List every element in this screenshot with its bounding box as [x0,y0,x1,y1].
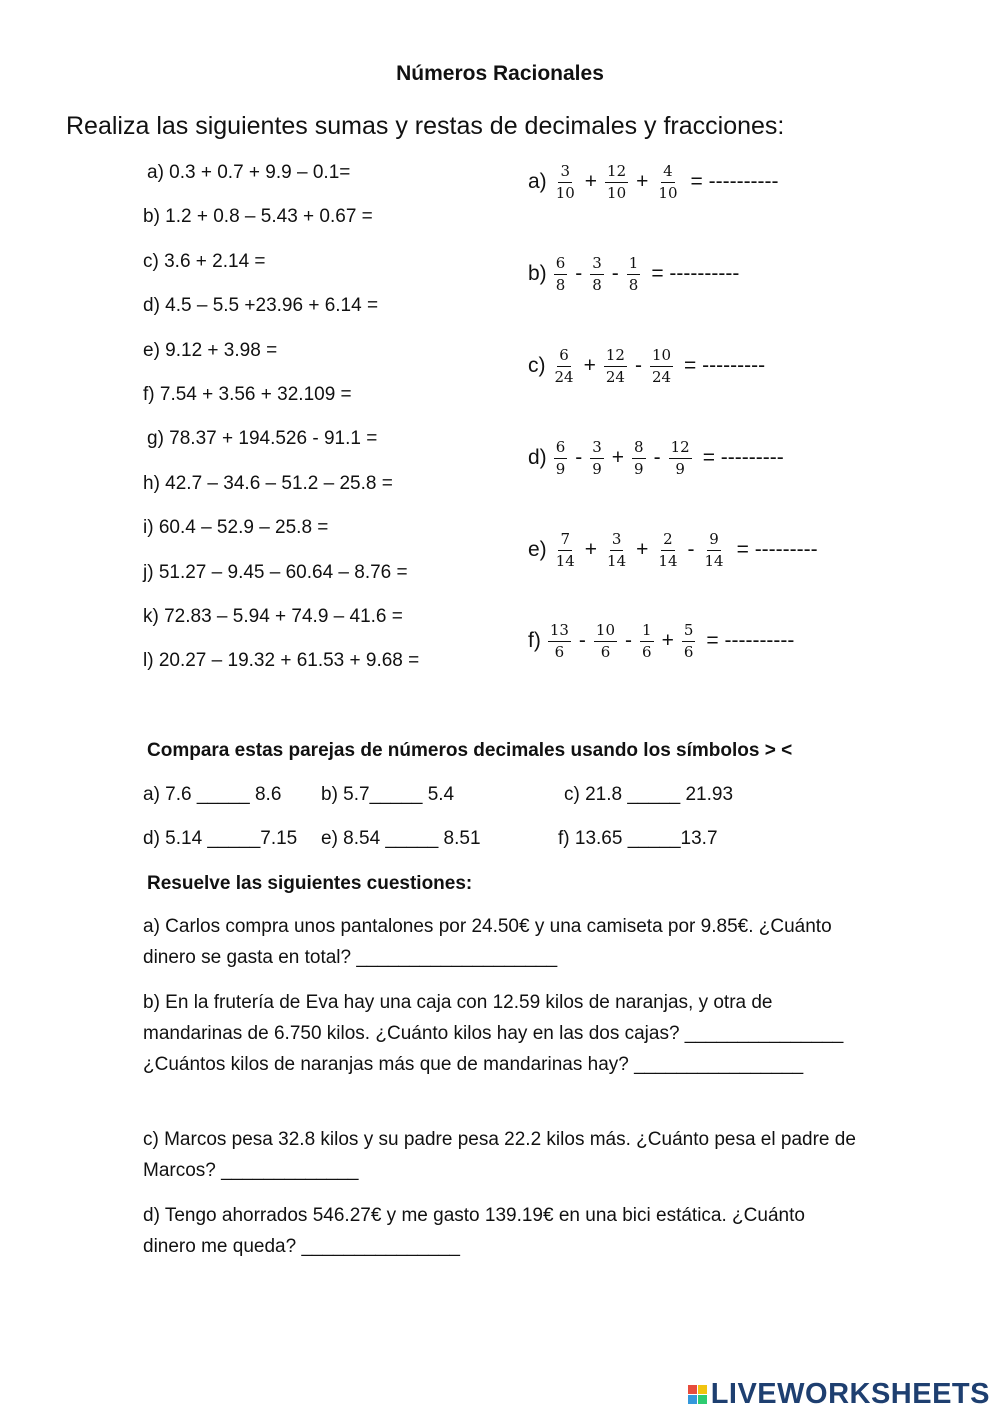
fraction [640,620,654,661]
logo-square-3 [688,1395,697,1404]
denominator: 14 [555,551,575,570]
fraction [656,529,679,570]
fraction-operator: - [653,446,661,469]
fraction-label: b) [528,262,547,285]
fraction-result-blank: = ---------- [706,629,795,652]
problem-a: a) Carlos compra unos pantalones por 24.50€ y una camiseta por 9.85€. ¿Cuánto dinero se gasta en total? ___________________ [143,916,832,968]
fraction-label: a) [528,170,547,193]
denominator: 6 [642,642,652,661]
fraction-operator: + [661,629,674,652]
fraction [703,529,726,570]
fraction [627,253,641,294]
numerator: 7 [558,532,572,551]
numerator: 6 [557,348,571,367]
denominator: 9 [634,459,644,478]
denominator: 24 [554,367,574,386]
fraction [650,345,673,386]
compare-item-e: e) 8.54 _____ 8.51 [321,828,481,849]
numerator: 5 [682,623,696,642]
decimal-exercise-c: c) 3.6 + 2.14 = [143,251,266,272]
fraction-operator: + [583,354,596,377]
fraction [590,437,604,478]
denominator: 6 [600,642,611,661]
fraction-result-blank: = ---------- [690,170,779,193]
fraction [656,161,679,202]
fraction-exercise-f [528,611,794,671]
numerator: 10 [650,348,673,367]
fraction [682,620,696,661]
fraction-exercise-b [528,244,739,304]
decimal-exercise-k: k) 72.83 – 5.94 + 74.9 – 41.6 = [143,606,403,627]
problem-c: c) Marcos pesa 32.8 kilos y su padre pesa 22.2 kilos más. ¿Cuánto pesa el padre de Marcos? _____________ [143,1129,856,1181]
numerator: 6 [554,440,568,459]
decimal-exercise-g: g) 78.37 + 194.526 - 91.1 = [147,428,378,449]
compare-heading: Compara estas parejas de números decimales usando los símbolos > < [147,740,793,761]
numerator: 3 [590,256,604,275]
decimal-exercise-h: h) 42.7 – 34.6 – 51.2 – 25.8 = [143,473,393,494]
fraction-result-blank: = --------- [702,446,784,469]
denominator: 6 [683,642,694,661]
logo-square-1 [688,1385,697,1394]
fraction [554,161,577,202]
numerator: 3 [610,532,624,551]
denominator: 14 [704,551,724,570]
fraction [594,620,617,661]
logo-square-2 [698,1385,707,1394]
fraction-label: c) [528,354,546,377]
fraction-label: e) [528,538,547,561]
compare-item-d: d) 5.14 _____7.15 [143,828,298,849]
denominator: 9 [592,459,602,478]
decimal-exercise-j: j) 51.27 – 9.45 – 60.64 – 8.76 = [143,562,408,583]
compare-item-a: a) 7.6 _____ 8.6 [143,784,282,805]
problem-b: b) En la frutería de Eva hay una caja con 12.59 kilos de naranjas, y otra de mandarinas de 6.750 kilos. ¿Cuánto kilos hay en las dos cajas? _______________ ¿Cuántos kilos de naranjas más que de mandarinas hay? ________________ [143,992,844,1075]
denominator: 10 [607,183,627,202]
denominator: 9 [675,459,685,478]
denominator: 24 [605,367,625,386]
decimal-exercise-e: e) 9.12 + 3.98 = [143,340,278,361]
fraction [554,437,568,478]
fraction-result-blank: = ---------- [651,262,740,285]
fraction [605,529,628,570]
denominator: 14 [658,551,678,570]
fraction-operator: - [687,538,695,561]
fraction [604,345,627,386]
numerator: 1 [627,256,641,275]
denominator: 8 [555,275,566,294]
fraction-operator: - [578,629,586,652]
fraction-operator: + [584,538,598,561]
fraction-exercise-c [528,336,765,396]
fraction [554,253,568,294]
fraction-result-blank: = --------- [684,354,766,377]
fraction [605,161,628,202]
compare-item-b: b) 5.7_____ 5.4 [321,784,455,805]
fraction-operator: - [625,629,633,652]
logo-square-4 [698,1395,707,1404]
problems-heading: Resuelve las siguientes cuestiones: [147,873,473,894]
numerator: 10 [594,623,617,642]
decimal-exercise-b: b) 1.2 + 0.8 – 5.43 + 0.67 = [143,206,373,227]
compare-item-f: f) 13.65 _____13.7 [558,828,718,849]
numerator: 3 [590,440,604,459]
instructions: Realiza las siguientes sumas y restas de decimales y fracciones: [66,112,785,140]
denominator: 10 [658,183,678,202]
fraction [590,253,604,294]
numerator: 8 [632,440,646,459]
numerator: 1 [640,623,654,642]
fraction [554,529,577,570]
denominator: 9 [555,459,566,478]
fraction-operator: + [636,170,649,193]
denominator: 14 [607,551,627,570]
numerator: 2 [661,532,675,551]
liveworksheets-logo [688,1378,990,1411]
numerator: 6 [554,256,568,275]
compare-item-c: c) 21.8 _____ 21.93 [564,784,734,805]
numerator: 4 [661,164,675,183]
liveworksheets-logo-icon [688,1385,707,1404]
denominator: 6 [554,642,565,661]
fraction [669,437,692,478]
fraction [632,437,646,478]
fraction-label: f) [528,629,541,652]
numerator: 12 [605,164,628,183]
logo-text: LIVEWORKSHEETS [710,1378,990,1410]
numerator: 13 [548,623,571,642]
fraction-operator: - [611,262,619,285]
fraction-operator: - [575,446,583,469]
decimal-exercise-l: l) 20.27 – 19.32 + 61.53 + 9.68 = [143,650,420,671]
denominator: 8 [592,275,602,294]
fraction-operator: + [636,538,649,561]
decimal-exercise-f: f) 7.54 + 3.56 + 32.109 = [143,384,352,405]
numerator: 12 [604,348,627,367]
numerator: 9 [707,532,721,551]
problem-d: d) Tengo ahorrados 546.27€ y me gasto 139.19€ en una bici estática. ¿Cuánto dinero me queda? _______________ [143,1205,805,1257]
fraction-exercise-e [528,520,818,580]
fraction-operator: + [611,446,625,469]
fraction-operator: + [584,170,598,193]
fraction [553,345,576,386]
denominator: 24 [651,367,672,386]
denominator: 10 [555,183,575,202]
fraction-exercise-d [528,428,784,488]
fraction-result-blank: = --------- [736,538,818,561]
fraction [548,620,571,661]
fraction-operator: - [575,262,583,285]
numerator: 3 [558,164,572,183]
denominator: 8 [628,275,639,294]
fraction-label: d) [528,446,547,469]
decimal-exercise-d: d) 4.5 – 5.5 +23.96 + 6.14 = [143,295,379,316]
numerator: 12 [669,440,692,459]
decimal-exercise-i: i) 60.4 – 52.9 – 25.8 = [143,517,329,538]
fraction-exercise-a [528,152,779,212]
fraction-operator: - [634,354,642,377]
page-title: Números Racionales [396,62,604,85]
decimal-exercise-a: a) 0.3 + 0.7 + 9.9 – 0.1= [147,162,351,183]
